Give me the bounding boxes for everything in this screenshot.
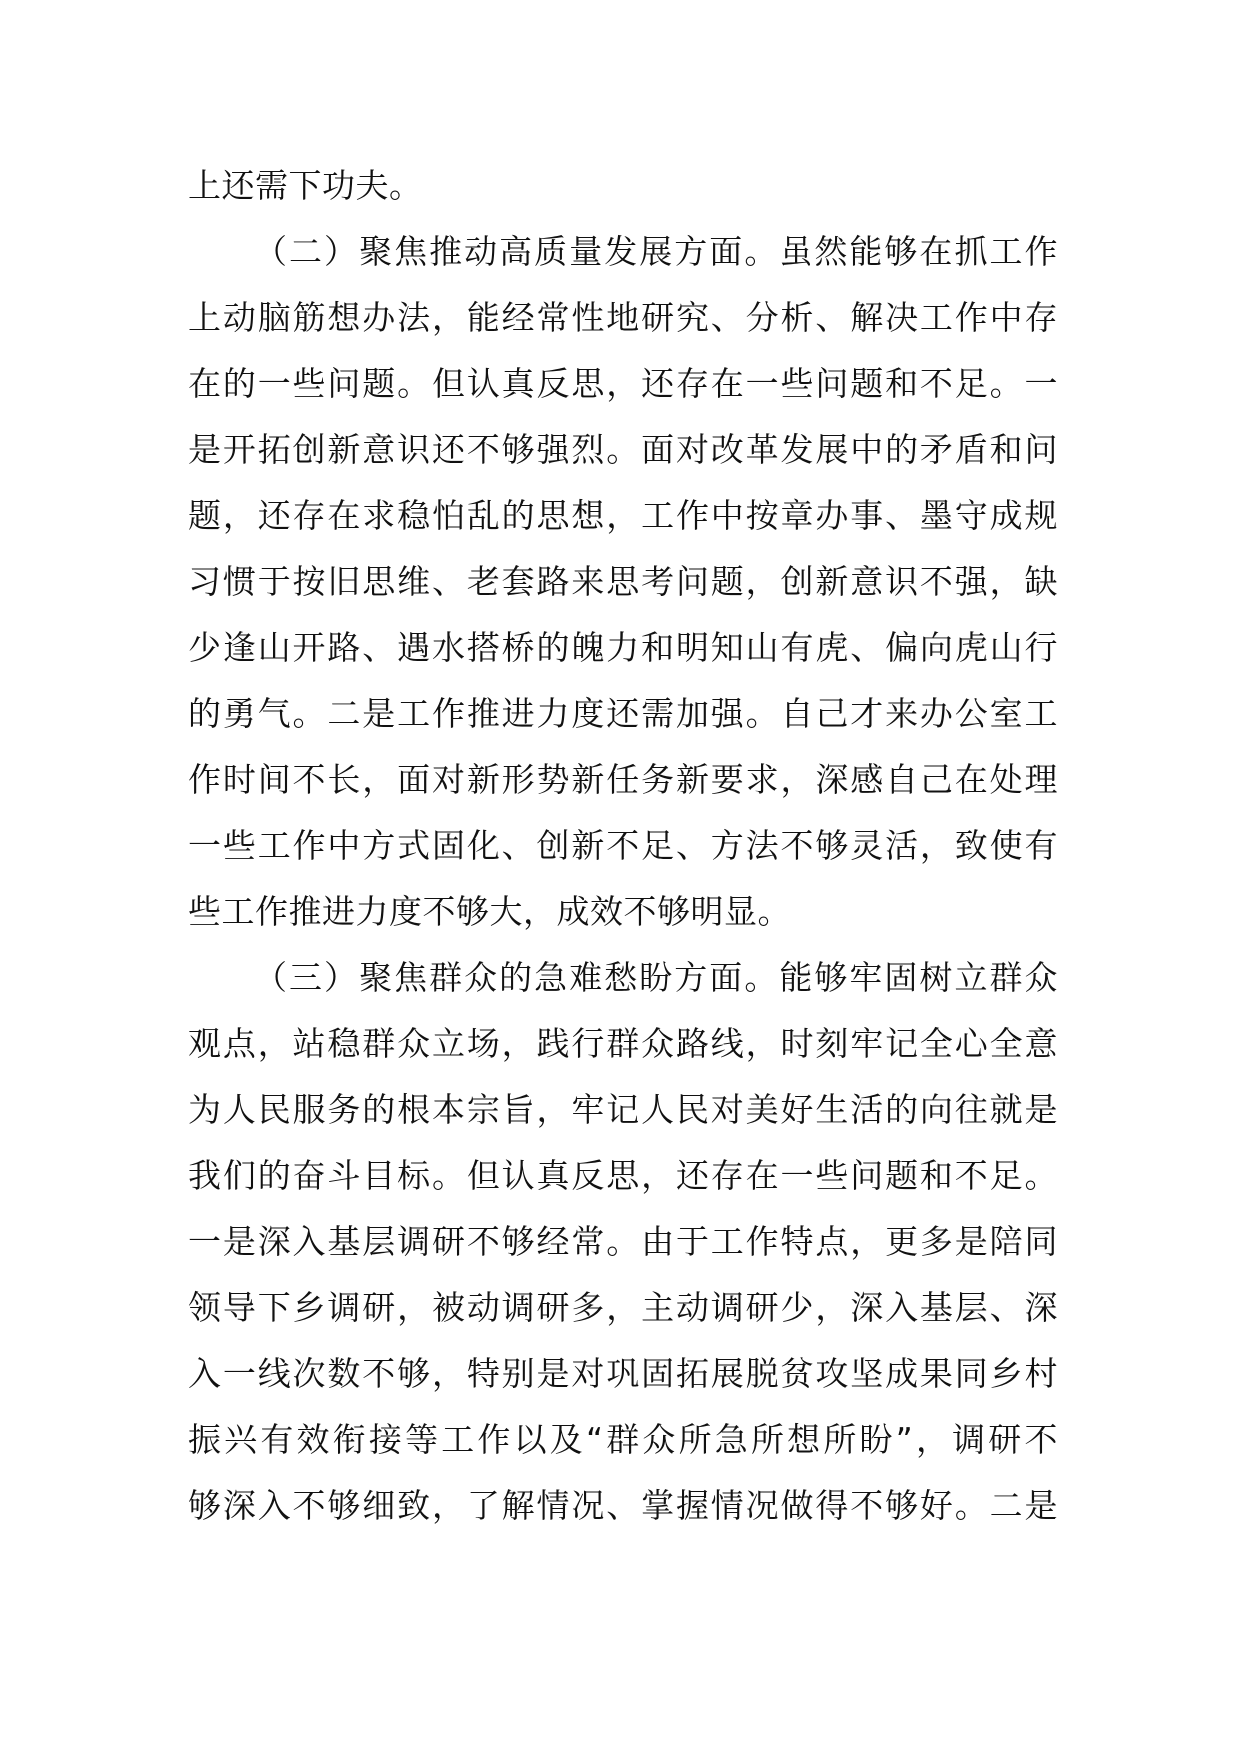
text-line: 些工作推进力度不够大，成效不够明显。: [188, 892, 791, 931]
text-line: 是开拓创新意识还不够强烈。面对改革发展中的矛盾和问: [188, 430, 1058, 469]
paragraph-heading-line: （二）聚焦推动高质量发展方面。虽然能够在抓工作: [254, 232, 1058, 271]
text-line: 的勇气。二是工作推进力度还需加强。自己才来办公室工: [188, 694, 1058, 733]
text-line: 领导下乡调研，被动调研多，主动调研少，深入基层、深: [188, 1288, 1058, 1327]
paragraph-heading-line: （三）聚焦群众的急难愁盼方面。能够牢固树立群众: [254, 958, 1058, 997]
text-line: 少逢山开路、遇水搭桥的魄力和明知山有虎、偏向虎山行: [188, 628, 1058, 667]
text-line: 为人民服务的根本宗旨，牢记人民对美好生活的向往就是: [188, 1090, 1058, 1129]
text-line: 题，还存在求稳怕乱的思想，工作中按章办事、墨守成规: [188, 496, 1058, 535]
text-line: 上还需下功夫。: [188, 166, 423, 205]
text-line: 一是深入基层调研不够经常。由于工作特点，更多是陪同: [188, 1222, 1058, 1261]
text-line: 振兴有效衔接等工作以及“群众所急所想所盼”，调研不: [188, 1420, 1058, 1459]
text-line: 在的一些问题。但认真反思，还存在一些问题和不足。一: [188, 364, 1058, 403]
document-body: [188, 153, 1058, 1539]
text-line: 够深入不够细致，了解情况、掌握情况做得不够好。二是: [188, 1486, 1058, 1525]
text-line: 我们的奋斗目标。但认真反思，还存在一些问题和不足。: [188, 1156, 1058, 1195]
text-line: 习惯于按旧思维、老套路来思考问题，创新意识不强，缺: [188, 562, 1058, 601]
text-line: 观点，站稳群众立场，践行群众路线，时刻牢记全心全意: [188, 1024, 1058, 1063]
text-line: 入一线次数不够，特别是对巩固拓展脱贫攻坚成果同乡村: [188, 1354, 1058, 1393]
text-line: 作时间不长，面对新形势新任务新要求，深感自己在处理: [188, 760, 1058, 799]
text-line: 上动脑筋想办法，能经常性地研究、分析、解决工作中存: [188, 298, 1058, 337]
text-line: 一些工作中方式固化、创新不足、方法不够灵活，致使有: [188, 826, 1058, 865]
